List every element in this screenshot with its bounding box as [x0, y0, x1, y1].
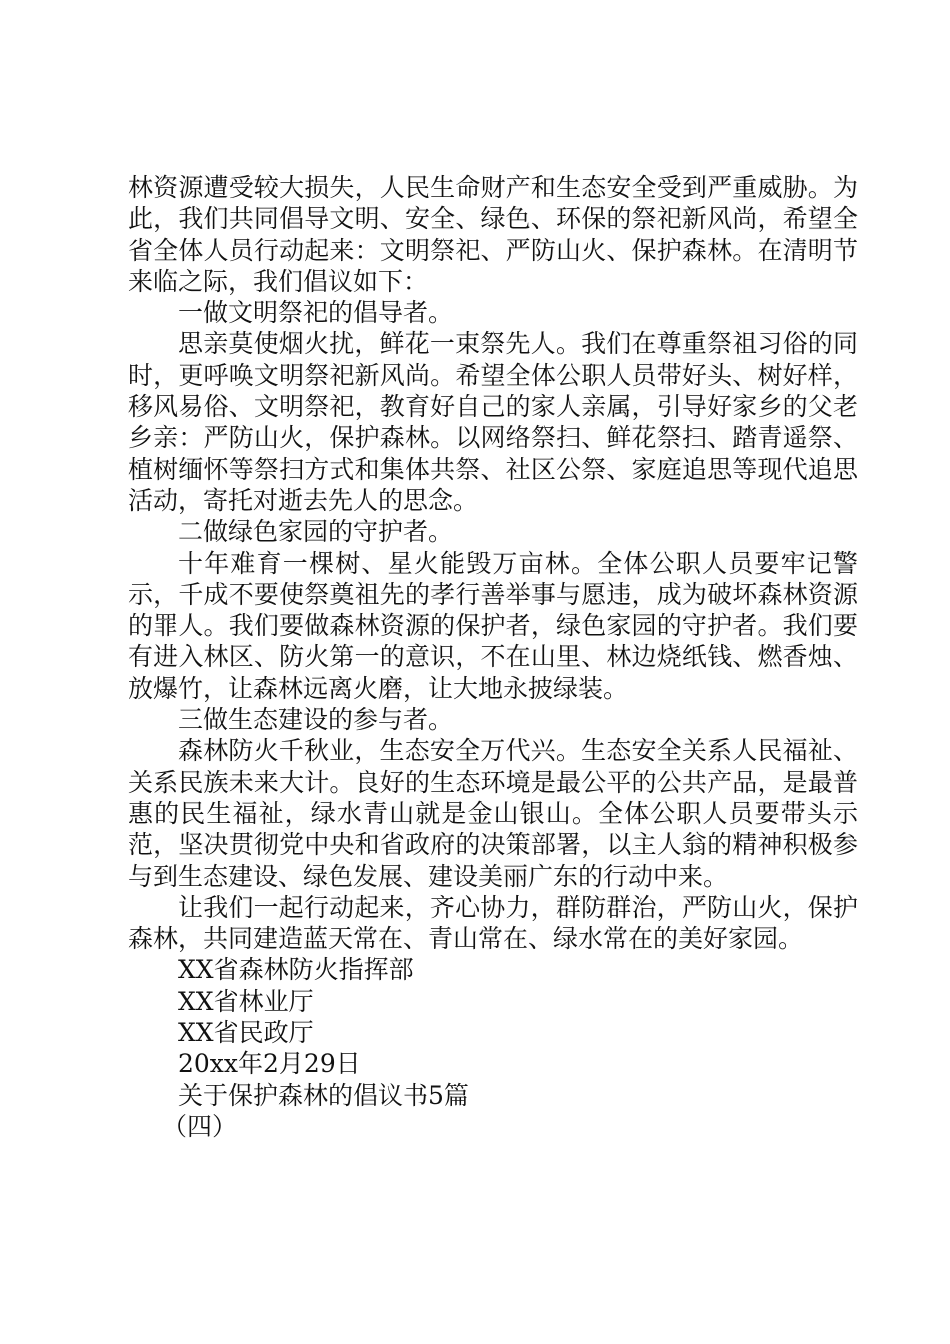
signature-civil-affairs-dept: XX省民政厅 [178, 1018, 314, 1048]
signature-forestry-dept: XX省林业厅 [178, 986, 314, 1016]
heading-item-1: 一做文明祭祀的倡导者。 [178, 298, 454, 328]
paragraph-item-2: 十年难育一棵树、星火能毁万亩林。全体公职人员要牢记警示，千成不要使祭奠祖先的孝行善举事与愿违，成为破坏森林资源的罪人。我们要做森林资源的保护者，绿色家园的守护者。我们要有进入林区、防火第一的意识，不在山里、林边烧纸钱、燃香烛、放爆竹，让森林远离火磨，让大地永披绿装。 [128, 548, 858, 703]
signature-date: 20xx年2月29日 [178, 1049, 361, 1079]
paragraph-item-1: 思亲莫使烟火扰，鲜花一束祭先人。我们在尊重祭祖习俗的同时，更呼唤文明祭祀新风尚。希望全体公职人员带好头、树好样，移风易俗、文明祭祀，教育好自己的家人亲属，引导好家乡的父老乡亲：严防山火，保护森林。以网络祭扫、鲜花祭扫、踏青遥祭、植树缅怀等祭扫方式和集体共祭、社区公祭、家庭追思等现代追思活动，寄托对逝去先人的思念。 [128, 329, 858, 515]
heading-item-2: 二做绿色家园的守护者。 [178, 517, 454, 547]
paragraph-item-3: 森林防火千秋业，生态安全万代兴。生态安全关系人民福祉、关系民族未来大计。良好的生态环境是最公平的公共产品，是最普惠的民生福祉，绿水青山就是金山银山。全体公职人员要带头示范，坚决贯彻党中央和省政府的决策部署，以主人翁的精神积极参与到生态建设、绿色发展、建设美丽广东的行动中来。 [128, 736, 858, 891]
document-page [128, 172, 858, 1142]
heading-item-3: 三做生态建设的参与者。 [178, 705, 454, 735]
paragraph-closing: 让我们一起行动起来，齐心协力，群防群治，严防山火，保护森林，共同建造蓝天常在、青山常在、绿水常在的美好家园。 [128, 892, 858, 954]
paragraph-intro: 林资源遭受较大损失，人民生命财产和生态安全受到严重威胁。为此，我们共同倡导文明、安全、绿色、环保的祭祀新风尚，希望全省全体人员行动起来：文明祭祀、严防山火、保护森林。在清明节来临之际，我们倡议如下： [128, 173, 858, 296]
section-marker: （四） [162, 1111, 238, 1141]
signature-fire-command: XX省森林防火指挥部 [178, 955, 414, 985]
document-series-title: 关于保护森林的倡议书5篇 [178, 1080, 469, 1110]
